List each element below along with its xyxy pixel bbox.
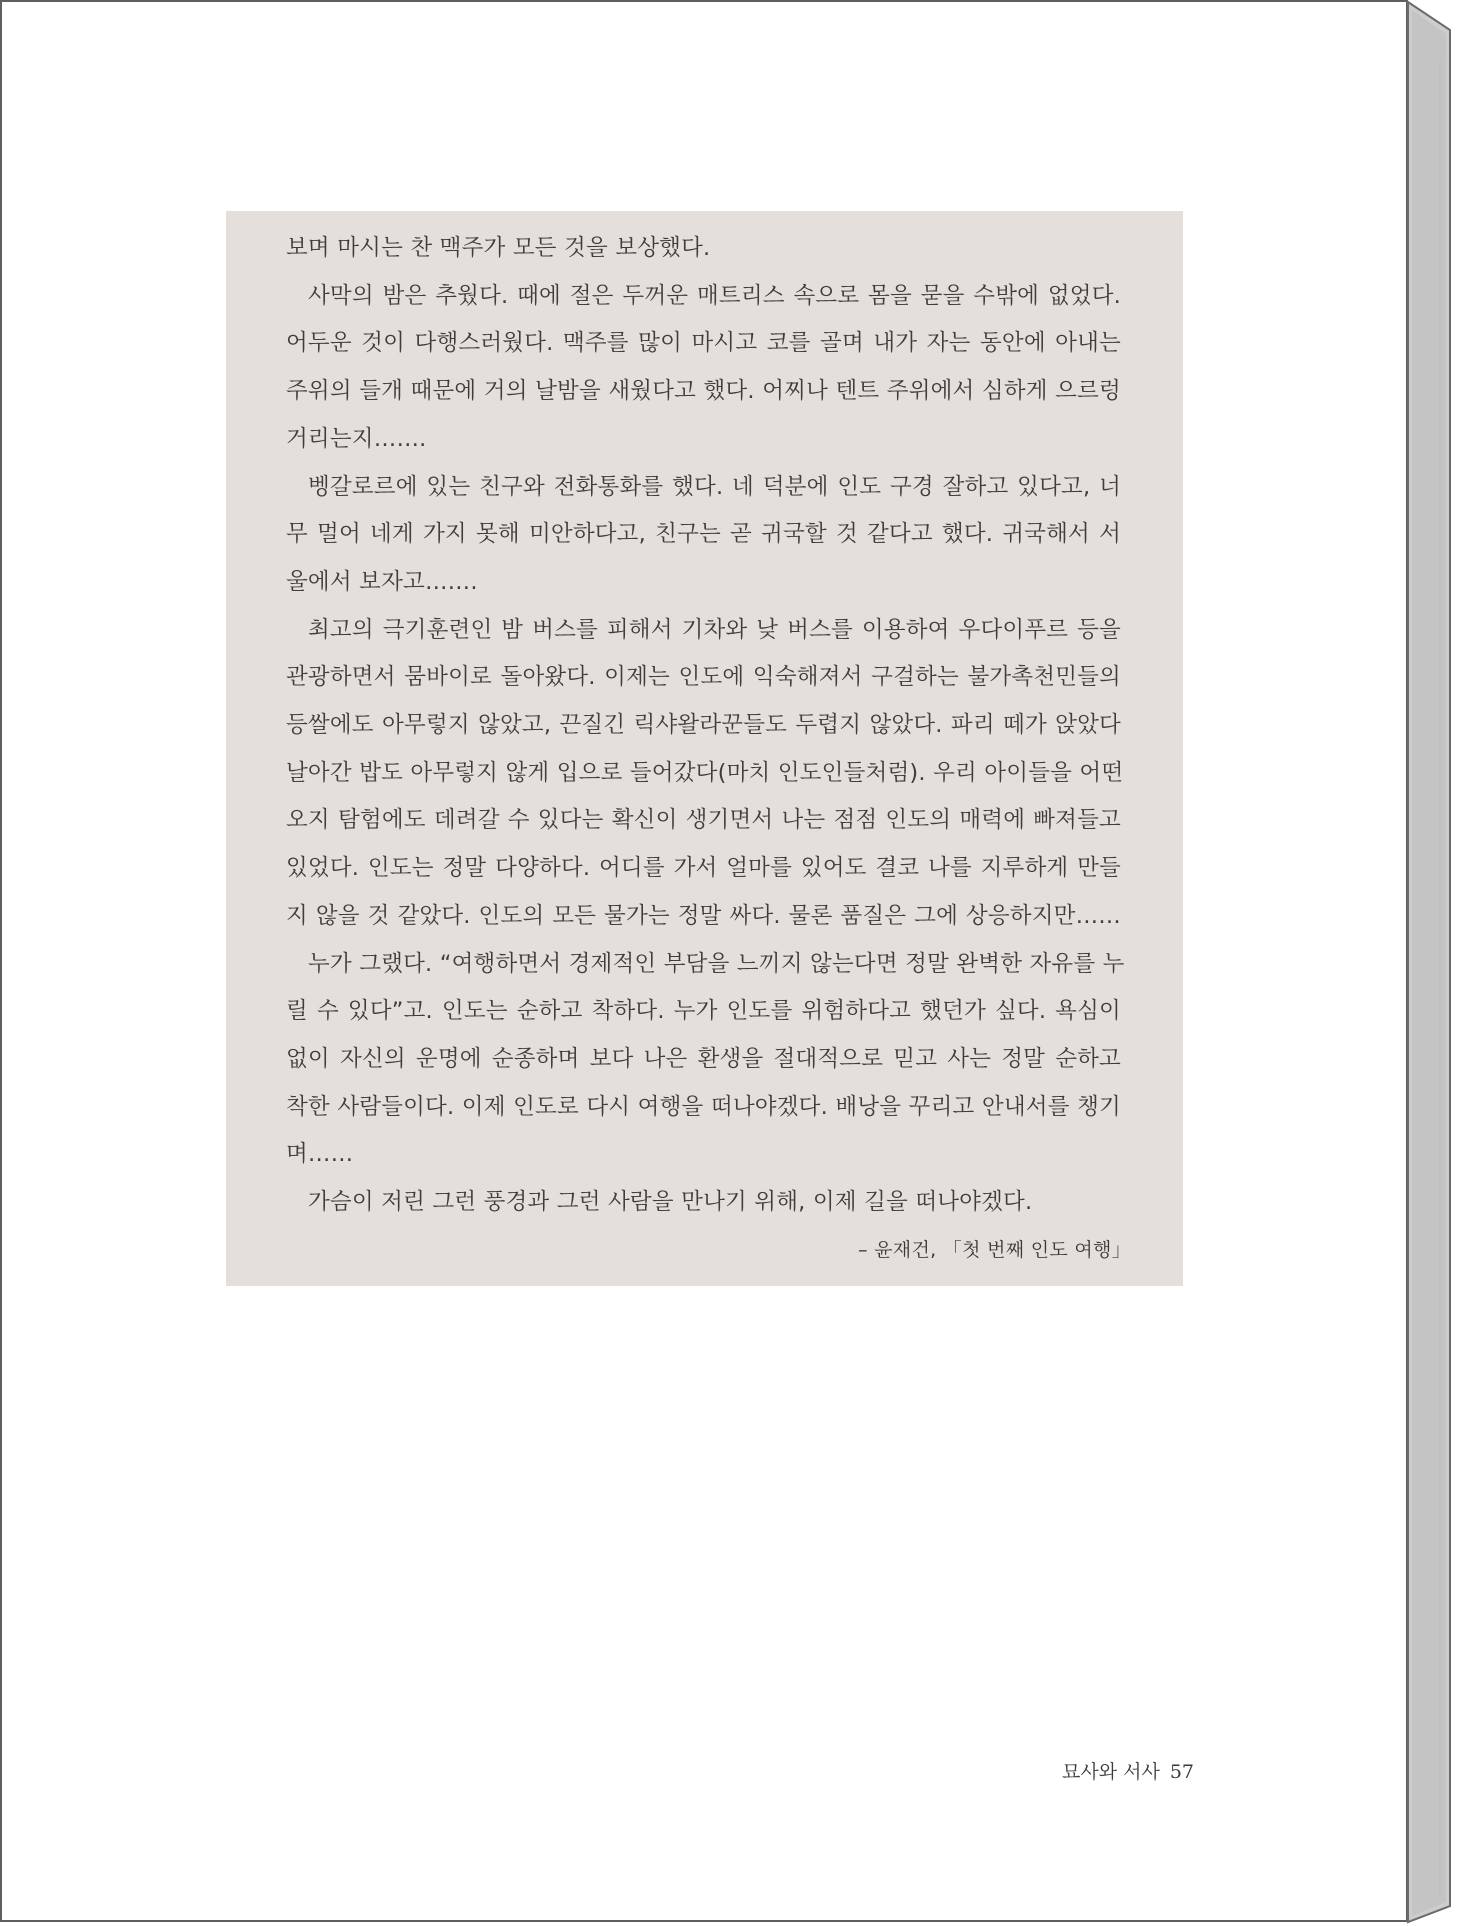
page-number: 57 — [1169, 1761, 1194, 1783]
quote-line: 없이 자신의 운명에 순종하며 보다 나은 환생을 절대적으로 믿고 사는 정말 순하고 — [286, 1045, 1121, 1072]
quote-line: 가슴이 저린 그런 풍경과 그런 사람을 만나기 위해, 이제 길을 떠나야겠다. — [308, 1189, 1033, 1216]
quote-source: – 윤재건, 「첫 번째 인도 여행」 — [858, 1239, 1131, 1261]
quote-line: 오지 탐험에도 데려갈 수 있다는 확신이 생기면서 나는 점점 인도의 매력에 빠져들고 — [286, 807, 1121, 834]
quote-line: 착한 사람들이다. 이제 인도로 다시 여행을 떠나야겠다. 배낭을 꾸리고 안내서를 챙기 — [286, 1093, 1121, 1120]
quote-line: 있었다. 인도는 정말 다양하다. 어디를 가서 얼마를 있어도 결코 나를 지루하게 만들 — [286, 855, 1121, 882]
quote-line: 주위의 들개 때문에 거의 날밤을 새웠다고 했다. 어찌나 텐트 주위에서 심하게 으르렁 — [286, 378, 1121, 405]
quote-line: 며…… — [286, 1141, 354, 1168]
book-spine-shade — [1412, 10, 1446, 1916]
quote-line: 릴 수 있다”고. 인도는 순하고 착하다. 누가 인도를 위험하다고 했던가 싶다. 욕심이 — [286, 998, 1121, 1025]
quote-line: 보며 마시는 찬 맥주가 모든 것을 보상했다. — [286, 235, 711, 261]
quote-line: 최고의 극기훈련인 밤 버스를 피해서 기차와 낮 버스를 이용하여 우다이푸르 등을 — [308, 616, 1121, 643]
section-title: 묘사와 서사 — [1062, 1761, 1160, 1783]
quote-line: 날아간 밥도 아무렇지 않게 입으로 들어갔다(마치 인도인들처럼). 우리 아이들을 어떤 — [286, 759, 1124, 786]
quote-line: 관광하면서 뭄바이로 돌아왔다. 이제는 인도에 익숙해져서 구걸하는 불가촉천민들의 — [286, 664, 1121, 691]
quote-line: 등쌀에도 아무렇지 않았고, 끈질긴 릭샤왈라꾼들도 두렵지 않았다. 파리 떼가 앉았다 — [286, 712, 1121, 739]
quote-line: 사막의 밤은 추웠다. 때에 절은 두꺼운 매트리스 속으로 몸을 묻을 수밖에 없었다. — [308, 282, 1121, 309]
quote-line: 누가 그랬다. “여행하면서 경제적인 부담을 느끼지 않는다면 정말 완벽한 자유를 누 — [308, 950, 1125, 977]
quote-line: 거리는지……. — [286, 425, 427, 452]
quote-line: 어두운 것이 다행스러웠다. 맥주를 많이 마시고 코를 골며 내가 자는 동안에 아내는 — [286, 330, 1121, 357]
quote-line: 지 않을 것 같았다. 인도의 모든 물가는 정말 싸다. 물론 품질은 그에 상응하지만…… — [286, 902, 1121, 929]
quote-line: 울에서 보자고……. — [286, 568, 478, 595]
quote-line: 무 멀어 네게 가지 못해 미안하다고, 친구는 곧 귀국할 것 같다고 했다. 귀국해서 서 — [286, 521, 1121, 548]
quote-line: 벵갈로르에 있는 친구와 전화통화를 했다. 네 덕분에 인도 구경 잘하고 있다고, 너 — [308, 473, 1121, 500]
